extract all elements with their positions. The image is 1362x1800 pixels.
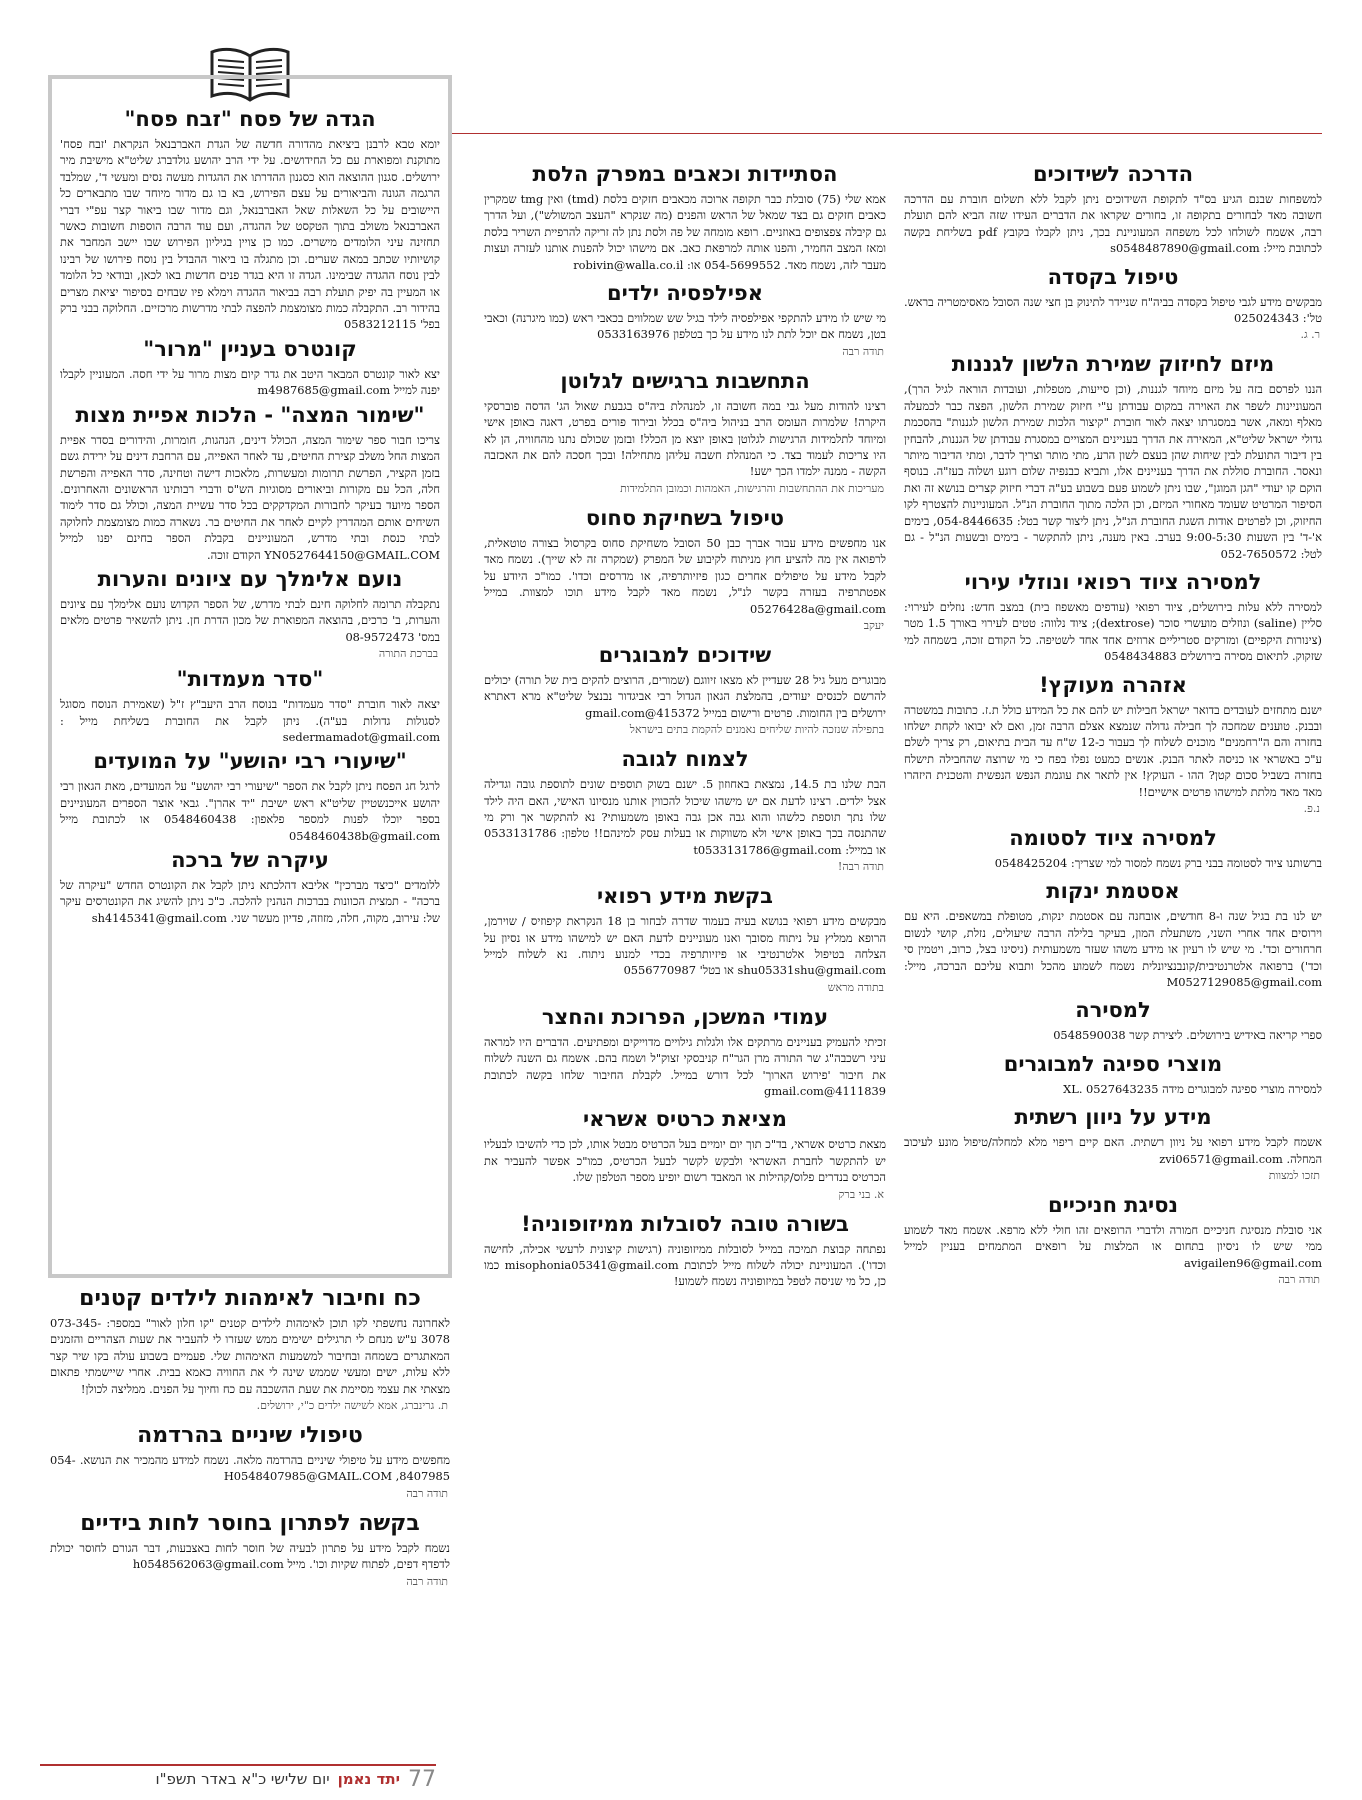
notice (904, 877, 1322, 990)
notice (60, 107, 440, 333)
notice (904, 263, 1322, 345)
notice-title: הסתיידות וכאבים במפרק הלסת (532, 162, 838, 186)
notice (60, 567, 440, 663)
books-box (48, 75, 452, 1278)
notice (904, 996, 1322, 1043)
notice-title: עמודי המשכן, הפרוכת והחצר (541, 1004, 829, 1029)
notice-text: נפתחה קבוצת תמיכה במייל לסובלות ממיזופוניה (רגישות קיצונית לרעשי אכילה, לחישה וכדו'). המעוניינת יכולה לשלוח מייל לכתובת misophonia05341@gmail.com כמו כן, כל מי שניסה לטפל במיזופוניה נשמח לשמוע! (484, 1241, 887, 1289)
notice-signature: תזכו למצוות (1268, 1169, 1320, 1183)
notice (484, 882, 886, 997)
notice-text: יצא לאור קונטרס המבאר היטב את גדר קיום מצות מרור על ידי חסה. המעוניין לקבלו יפנה למייל m4987685@gmail.com (60, 366, 440, 398)
notice-text: הננו לפרסם בזה על מיזם מיוחד לגננות, (וכן סייעות, מטפלות, ועובדות הוראה לגיל הרך), המעוניינות לשפר את האוירה במקום עבודתן ע"י חיזוק שמירת הלשון, הפצה כבר לכמעלה מאלף ומאה, אשר במסגרתו יצאה לאור חוברת "קיצור הלכות שמירת הלשון לגננות" בהסכמת גדולי ישראל שליט"א, המאירה את הדרך בעניינים המצויים במסגרת עבודתן של הגננות, להבחין בין דיבור התועלת לבין שיחות שהן בעצם לשון הרע, מתי מותר וצריך לדבר, ומתי הדיבור מיותר ונאסר. החוברת סוללת את הדרך בעניינים אלו, ותביא כבנפיה שלום רוגע ושלוה בעז"ה. בנוסף הוקם קו יעודי "הגן המוגן", שבו ניתן לשמוע פעם בשבוע בע"ה דברי חיזוק קצרים בנושא זה ואת הסיפור המרטיט שעומד מאחורי המיזם, וכן הלכה מתוך החוברת הנ"ל. המעוניינות להצטרף לקו החיזוק, וכן לפרטים אודות השגת החוברת הנ"ל, ניתן ליצור קשר בטל: 054-8446635, בימים א'-ד' בין השעות 9:00-5:30 בערב. באין מענה, ניתן להתקשר - בימים ובשעות הנ"ל - גם לטל: 052-7650572 (904, 382, 1323, 561)
notice-text: אשמח לקבל מידע רפואי על ניוון רשתית. האם קיים ריפוי מלא למחלה/טיפול מונע לעיכוב המחלה. zvi06571@gmail.com (904, 1135, 1322, 1166)
notice-title: כח וחיבור לאימהות לילדים קטנים (79, 1286, 421, 1311)
notice-text: יומא טבא לרבנן ביציאת מהדורה חדשה של הגדת האברבנאל הנקראת 'זבח פסח' מתוקנת ומפוארת עם כל החידושים. על ידי הרב יהושע גולדברג שליט"א מישיבת מיר ירושלים. סגנון ההוצאה הוא כסגנון ההדרתו את ההגדות מעשה נסים ומעשי ד', שמלבד הרגמה הגונה והביאורים על עצם הפירוש, בא בו גם מדור מיוחד שבו מתבארים כל היישובים על כל השאלות שאל האברבנאל, וגם מדור שבו ביאור קצר עפ"י דברי האברבנאל משולב בתוך הטקסט של ההגדה, ועם עוד הרבה הוספות חשובות כאשר תחזינה עיני הלומדים מישרים. כמו כן צויין בגיליון הפירוש שבו יישב המחבר את קושיותיו שכתב במאה שערים. וכן מתגלה בו ביאור ההבדל בין נוסח פירושו של רבינו לבין נוסח ההגדה שבימינו. הגדה זו היא בגדר פנים חדשות באו לכאן, ובודאי כל הלומד או המעיין בה יפיק תועלת רבה בביאור ההגדה וימלא פיו שבחים בסיפור יציאת מצרים בהידור רב. התקבלה כמות מצומצמת להפצה לבתי מדרשות מרכזיים. החלוקה בבני ברק בפל' 0583212115 (60, 137, 440, 332)
notice-text: הבת שלנו בת 14.5, נמצאת באחוזון 5. ישנם בשוק תוספים שונים לתוספת גובה וגדילה אצל ילדים. רצינו לדעת אם יש מישהו שיכול להכווין אותנו מנסיונו האישי, האם היה לילד שלו נתך תוספת כלשהו והוא גבה אכן גבה באופן משמעותי? נא להתקשר אך ורק מי שהתנסה בכך באופן אישי ולא משווקות או בעלות עסק למינהם!! טלפון: 0533131786 או במייל: t0533131786@gmail.com (484, 777, 886, 857)
notice (484, 160, 886, 273)
notice-text: ברשותנו ציוד לסטומה בבני ברק נשמח למסור למי שצריך: 0548425204 (994, 855, 1322, 870)
notice-text: למשפחות שבנם הגיע בס"ד לתקופת השידוכים ניתן לקבל ללא תשלום חוברת עם הדרכה חשובה מאד לבחורים בתקופה זו, בחורים שקראו את הדברים העידו שזה הביא להם תועלת רבה, אשמח לשולחו לכל משפחה המעוניינת בכך, ניתן לקבלו בקובץ pdf בשליחת בקשה לכתובת מייל: s0548487890@gmail.com (904, 192, 1322, 256)
notice-text: לאחרונה נחשפתי לקו תוכן לאימהות לילדים קטנים "קו חלון לאור" במספר: 073-345-3078 ע"ש מנחם לי תרגילים ישימים ממש שעזרו לי להעביר את שעות הצהריים והזמנים המאתגרים בשמחה ובחיבור למשמעות האימהות שלי. פעמיים בשבוע עולה בקו שיר קצר ללא עלות, ישים ומעשי שממש שינה לי את החוויה כאמא בבית. אחרי שיישמתי פתאום מצאתי את עצמי מסיימת את שעת ההשכבה עם כח וחיוך על הפנים. ממליצה לכולן! (50, 1316, 450, 1396)
notice (50, 1284, 450, 1415)
notice-title: שידוכים למבוגרים (598, 642, 772, 667)
notice-title: מידע על ניוון רשתית (1014, 1105, 1212, 1130)
notice-title: מוצרי ספיגה למבוגרים (1003, 1051, 1223, 1076)
notice-title: למסירה ציוד רפואי ונוזלי עירוי (964, 569, 1262, 594)
notice-title: מציאת כרטיס אשראי (583, 1107, 787, 1132)
notice-text: אנו מחפשים מידע עבור אברך כבן 50 הסובל משחיקת סחוס בקרסול בצורה טוטאלית, לרפואה אין מה להציע חוץ מניתוח לקיבוע של המפרק (שמקרה זה לא שייך). נשמח מאד לקבל מידע על טיפולים אחרים כגון פיזיותרפיה, או מדרסים וכדו'. כמו"כ היודע על אפטתרפיה בעזרה בקשר לנ"ל, נשמח מאד לקבל מידע תוכו למצוות. במייל 05276428a@gmail.com (484, 535, 886, 616)
notice (484, 1003, 886, 1100)
notice-signature: ר. ג. (1300, 328, 1320, 342)
notice-text: ספרי קריאה באידיש בירושלים. ליצירת קשר 0548590038 (1053, 1028, 1322, 1043)
notice-title: בקשה לפתרון בחוסר לחות בידיים (80, 1510, 420, 1536)
notice-title: לצמוח לגובה (621, 747, 749, 772)
notice-title: "שימור המצה" - הלכות אפיית מצות (75, 402, 425, 427)
notice-title: נסיגת חניכיים (1047, 1193, 1179, 1218)
notice (904, 160, 1322, 257)
notice-title: למסירה (1075, 998, 1151, 1023)
notice (50, 1421, 450, 1503)
notice (904, 1050, 1322, 1097)
notice-title: עיקרה של ברכה (171, 848, 329, 872)
page-number: 77 (408, 1766, 436, 1792)
notice-text: יש לנו בת בגיל שנה ו-8 חודשים, אובחנה עם אסטמת ינקות, מטופלת במשאפים. היא עם וירוסים אחד אחרי השני, משתעלת המון, בעיקר בלילה הרבה שיעולים, נזלת, קושי לנשום חרחורים וכד'. מי שיש לו רעיון או מידע משהו שעזר משמעותית (ניסינו בצל, כרוב, ויטמין סי וכד') ברפואה אלטרנטיבית/קונבנציונלית נשמח לשמוע מהכל ותבוא עליכם הברכה, מייל: M0527129085@gmail.com (904, 909, 1322, 989)
notice-text: זכיתי להעמיק בעניינים מרתקים אלו ולגלות גילויים מדוייקים ומפתיעים. הדברים היו למראה עיני רשכבה"ג שר התורה מרן הגר"ח קניבסקי זצוק"ל ושמח בהם. אשמח גם השנה לשלוח את חיבור 'פירוש הארוך' לכל דורש במייל. לקבלת החיבור שלחו בקשה לכתובת 4111839@gmail.com (484, 1034, 886, 1098)
notice-text: אמא שלי (75) סובלת כבר תקופה ארוכה מכאבים חזקים בלסת (tmd) ואין tmg שמקרין כאבים חזקים גם בצד שמאל של הראש והפנים (מה שנקרא "העצב המשולש"), ועל הדרך גם קיבלה צפצופים באוזניים. רופא מומחה של פה ולסת נתן לה זריקה להרפיית השריר בלסת ומאז המצב החמיר, והפנו אותה למרפאת כאב. אם מישהו יכול להפנות אותנו לעזרה ועצות מעבר לזה, נשמח מאד. 054-5699552 או: robivin@walla.co.il (484, 192, 886, 272)
notice (484, 1105, 886, 1203)
notice-title: הדרכה לשידוכים (1032, 162, 1194, 186)
middle-column (484, 160, 886, 1296)
notice (60, 749, 440, 844)
notice-signature: תודה רבה (406, 1574, 448, 1588)
notice-text: מבוגרים מעל גיל 28 שעדיין לא מצאו זיווגם (שמורים, הרוצים להקים בית של תורה) יכולים להרשם לכנסים יעודים, בהמלצת הגאון הגדול רבי אביגדור נבנצל שליט"א מרא דאתרא ירושלים בין החומות. פרטים ורישום במייל 415372@gmail.com (484, 672, 886, 720)
notice-signature: תודה רבה! (837, 860, 884, 874)
notice-signature: יעקב (863, 618, 884, 632)
notice-signature: א. בני ברק (838, 1187, 884, 1201)
header-rule (450, 133, 1322, 134)
notice-text: לרגל חג הפסח ניתן לקבל את הספר "שיעורי רבי יהושע" על המועדים, מאת הגאון רבי יהושע אייכנשטיין שליט"א ראש ישיבת "יד אהרן". גבאי אוצר הספרים המעוניינים בספר יוכלו לפנות למספר פלאפון: 0548460438 או לכתובת מייל 0548460438b@gmail.com (60, 779, 441, 843)
notice-signature: תודה רבה (1278, 1273, 1320, 1287)
notice (484, 641, 886, 739)
notice (484, 504, 886, 635)
notice-text: למסירה מוצרי ספיגה למבוגרים מידה XL. 0527643235 (1063, 1081, 1322, 1096)
notice-title: התחשבות ברגישים לגלוטן (560, 368, 810, 393)
notice-title: "שיעורי רבי יהושע" על המועדים (93, 749, 407, 774)
notice-title: נועם אלימלך עם ציונים והערות (97, 566, 403, 591)
notice-title: בקשת מידע רפואי (596, 884, 773, 909)
notice-signature: נ.פ. (1303, 801, 1320, 815)
notice (904, 568, 1322, 665)
notice (484, 1210, 886, 1290)
notice (904, 1103, 1322, 1185)
notice-title: מיזם לחיזוק שמירת הלשון לגננות (951, 352, 1275, 377)
notice-title: "סדר מעמדות" (176, 667, 324, 692)
notice-title: אפילפסיה ילדים (606, 281, 764, 306)
notice-text: מחפשים מידע על טיפולי שיניים בהרדמה מלאה. נשמח למידע מהמכיר את הנושא. 054-8407985, H0548407985@GMAIL.COM (50, 1453, 450, 1484)
page-footer (40, 1764, 436, 1792)
notice (904, 350, 1322, 561)
notice-signature: בתודה מראש (827, 980, 884, 994)
notice-text: ללומדים "כיצד מברכין" אליבא דהלכתא ניתן לקבל את הקונטרס החדש "עיקרה של ברכה" - תמצית הכוונות בברכות הנהנין להלכה. כ"כ ניתן להשיג את הקונטרסים עיקר של: עירוב, מקוה, חלה, מזוזה, פדיון מעשר שני. sh4145341@gmail.com (60, 878, 440, 925)
issue-date: יום שלישי כ"א באדר תשפ"ו (155, 1770, 330, 1788)
notice (904, 671, 1322, 818)
notice (60, 848, 440, 926)
notice-text: יצאה לאור חוברת "סדר מעמדות" בנוסח הרב היעב"ץ ז"ל (שאמירת הנוסח מסוגל לסגולות גדולות בע"ה). ניתן לקבל את החוברת בשליחת מייל : sedermamadot@gmail.com (60, 697, 440, 744)
notice-text: ישנם מתחזים לעובדים בדואר ישראל חבילות יש להם את כל המידע כולל ת.ז. כתובות במשטרה ובבנק. טוענים שמחכה לך חבילה גדולה שנמצא אצלם הרבה זמן, ואם לא יבואו לקחת ישלחו בחזרה והם ה"רחמנים" מוכנים לשלוח לך בעבור כ-12 ש"ח עד הבית בתיאום, רק צריך לשלם ע"כ באשראי או כניסה לאתר הבנק. אנשים כמעט נפלו בפח כי מי שרוצה שהחבילה תישלח בחזרה בשביל סכום קטן? ההו - העוקץ! אין לתאר את עוגמת הנפש הנפשית והטכנית היזהרו מאד מאד מלתת למישהו פרטים אישיים!! (904, 702, 1322, 799)
newspaper-name: יתד נאמן (337, 1770, 400, 1788)
notice (484, 745, 886, 876)
notice-text: נשמח לקבל מידע על פתרון לבעיה של חוסר לחות באצבעות, דבר הגורם לחוסר יכולת לדפדף דפים, לפתוח שקיות וכו'. מייל h0548562063@gmail.com (50, 1540, 450, 1572)
notice-text: מבקשים מידע רפואי בנושא בעיה בעמוד שדרה לבחור בן 18 הנקראת קיפוזיס / שוירמן, הרופא ממליץ על ניתוח מסובך ואנו מעוניינים לדעת האם יש למישהו מידע או נסיון על הצלחה בטיפול אלטרנטיבי או פיזיותרפיה בכדי למנוע ניתוח. נא לשלוח למייל shu05331shu@gmail.com או בטל' 0556770987 (484, 914, 886, 978)
notice (484, 367, 886, 498)
notice-signature: בתפילה שנזכה להיות שליחים נאמנים להקמת בתים בישראל (629, 723, 884, 737)
left-column (50, 1284, 450, 1597)
notice-title: טיפול בקסדה (1047, 264, 1179, 289)
notice-signature: תודה רבה (406, 1486, 448, 1500)
notice-text: מצאת כרטיס אשראי, בד"כ תוך יום יומיים בעל הכרטיס מבטל אותו, לכן כדי להשיבו לבעליו יש להתקשר לחברת האשראי ולבקש לקשר לבעל הכרטיס, כמו"כ אפשר להעביר את הכרטיס בנדרים פלוס/קהילות או המאבד רשום יופיע מספר הטלפון שלו. (484, 1137, 886, 1185)
notice-text: נתקבלה תרומה לחלוקה חינם לבתי מדרש, של הספר הקדוש נועם אלימלך עם ציונים והערות, ב' כרכים, בהוצאה המפוארת של מכון הדרת חן. ניתן להשאיר פרטים מלאים במס' 08-9572473 (60, 596, 440, 644)
notice-text: אני סובלת מנסיגת חניכיים חמורה ולדברי הרופאים זהו חולי ללא מרפא. אשמח מאד לשמוע ממי שיש לו ניסיון בתחום או המלצות על רופאים המתמחים בעניין למייל avigailen96@gmail.com (904, 1223, 1322, 1270)
notice-title: קונטרס בעניין "מרור" (143, 336, 357, 361)
notice-text: צריכו חבור ספר שימור המצה, הכולל דינים, הנהגות, חומרות, והידורים בסדר אפיית המצות החל משלב קצירת החיטים, עד לאחר האפייה, עם הרחבת דינים על ירידת גשם בזמן הקציר, הפרשת תרומות ומעשרות, מלאכות דישה וטחינה, סדר האפייה והפרשת חלה, הכל עם מקורות וביאורים מסוגיות הש"ס ודברי רבותינו הראשונים והאחרונים. הספר מיועד בעיקר לחבורות המקדקקים בכל סדר עשיית המצה, וכולל גם סדר לימוד השיחים אותם המהדרין לקיים לאחר את החיטים בר. נשארה כמות מצומצמת לחלוקה לבתי כנסת ובתי מדרש, המעוניינים בקבלת הספר בחינם יפנו למייל YN0527644150@GMAIL.COM הקודם זוכה. (60, 432, 440, 562)
notice (60, 667, 440, 745)
notice-text: רצינו להודות מעל גבי במה חשובה זו, למנהלת ביה"ס בגבעת שאול הג' הדסה פוברסקי היקרה! שלמרות העומס הרב בניהול ביה"ס בכלל ובירוד פורים בפרט, דאגה באופן אישי ומיוחד לתלמידות הרגישות לגלוטן באופן יוצא מן הכלל! ובזמן שכולם נתנו מהחוויה, הן לא היו צריכות לעמוד בצד. כי המנהלת חשבה עליהן מתחילה! ובכך חסכה להם את האכזבה הקשה - ממנה ילמדו הכך ישע! (484, 398, 886, 479)
notice-title: טיפולי שיניים בהרדמה (137, 1423, 363, 1449)
notice (904, 1191, 1322, 1289)
notice (904, 824, 1322, 871)
notice-text: מי שיש לו מידע להתקפי אפילפסיה לילד בגיל שש שמלווים בכאבי ראש (כמו מיגרנה) וכאבי בטן, נשמח אם יוכל לתת לנו מידע על כך בטלפון 0533163976 (484, 311, 886, 342)
notice-title: למסירה ציוד לסטומה (1009, 825, 1217, 850)
notice (50, 1509, 450, 1591)
notice-signature: בברכת התורה (378, 647, 438, 661)
notice-signature: ת. גרינברג, אמא לשישה ילדים כ"י, ירושלים. (256, 1399, 448, 1413)
notice-title: טיפול בשחיקת סחוס (585, 505, 785, 530)
notice-text: מבקשים מידע לגבי טיפול בקסדה בביה"ח שניידר לתינוק בן חצי שנה הסובל מאסימטריה בראש. טל': 025024343 (904, 294, 1322, 326)
notice-signature: מעריכות את ההתחשבות והרגישות, האמהות וכמובן התלמידות (620, 481, 884, 495)
notice-signature: תודה רבה (842, 344, 884, 358)
notice-title: בשורה טובה לסובלות ממיזופוניה! (521, 1211, 849, 1236)
notice (484, 279, 886, 361)
notice (60, 403, 440, 563)
notice-title: אזהרה מעוקץ! (1039, 672, 1187, 697)
right-column (904, 160, 1322, 1295)
notice-title: הגדה של פסח "זבח פסח" (124, 107, 376, 131)
notice-text: למסירה ללא עלות בירושלים, ציוד רפואי (עודפים מאשפוז בית) במצב חדש: נוזלים לעירוי: סליין (saline) ונוזלים מועשרי סוכר (dextrose); ציוד נלווה: טטים לעירוי באורך 1.5 מטר (צינורות היקפיים) ומזרקים סטריליים ארוזים אחד אחד לשטיפה. כל הקודם זוכה, בשמחה למי שזקוק. לתיאום מסירה בירושלים 0548434883 (904, 599, 1323, 664)
notice-title: אסטמת ינקות (1046, 879, 1180, 904)
notice (60, 337, 440, 399)
